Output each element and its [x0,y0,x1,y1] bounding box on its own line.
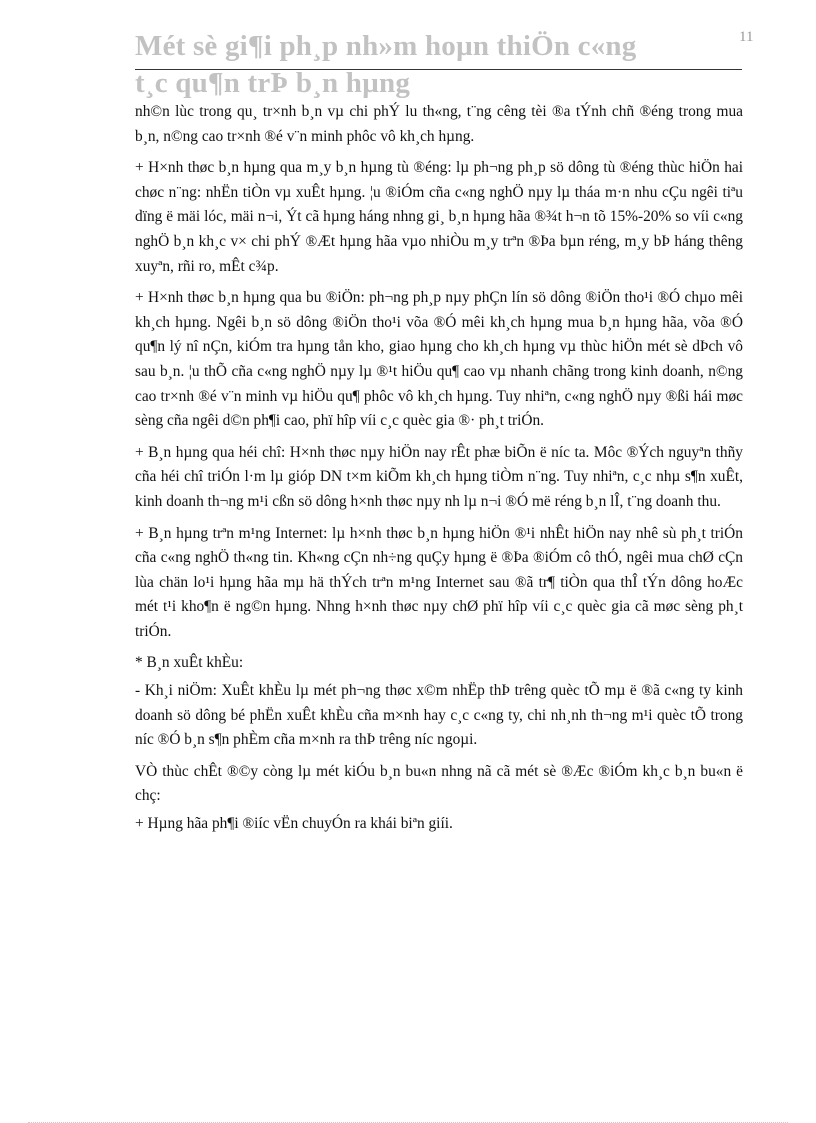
header-divider [135,69,742,70]
paragraph-internet-sales: + B¸n hµng trªn m¹ng Internet: lµ h×nh thøc b¸n hµng hiÖn ®¹i nhÊt hiÖn nay nhê sù ph¸t triÓn cña c«ng nghÖ th«ng tin. Kh«ng cÇn nh÷ng quÇy hµng ë ®Þa ®iÓm cô thÓ, ngêi mua chØ cÇn lùa chän lo¹i hµng hãa mµ hä thÝch trªn m¹ng Internet sau ®ã tr¶ tiÒn qua thÎ tÝn dông hoÆc mét t¹i kho¶n ë ng©n hµng. Nhng h×nh thøc nµy chØ phï hîp víi c¸c quèc gia cã møc sèng ph¸t triÓn. [135,524,743,640]
page-number: 11 [739,29,754,45]
header-title-line-2: t¸c qu¶n trÞ b¸n hµng [135,67,411,99]
body-text [135,100,743,844]
header-title-line-1: Mét sè gi¶i ph¸p nh»m hoµn thiÖn c«ng [135,30,637,62]
paragraph-export-definition: - Kh¸i niÖm: XuÊt khÈu lµ mét ph¬ng thøc x©m nhËp thÞ trêng quèc tÕ mµ ë ®ã c«ng ty kinh doanh sö dông bé phËn xuÊt khÈu cña m×nh hay c¸c c«ng ty, chi nh¸nh th¬ng m¹i quèc tÕ trong níc ®Ó b¸n s¶n phÈm cña m×nh ra thÞ trêng níc ngoµi. [135,682,743,749]
paragraph-continuation: nh©n lùc trong qu¸ tr×nh b¸n vµ chi phÝ lu th«ng, t¨ng cêng tèi ®a tÝnh chñ ®éng trong mua b¸n, n©ng cao tr×nh ®é v¨n minh phôc vô kh¸ch hµng. [135,103,743,145]
paragraph-export-point-1: + Hµng hãa ph¶i ®iíc vËn chuyÓn ra khái biªn giíi. [135,815,453,833]
running-header-title [135,28,705,102]
paragraph-export-heading: * B¸n xuÊt khÈu: [135,654,244,672]
paragraph-postal-phone-sales: + H×nh thøc b¸n hµng qua bu ®iÖn: ph¬ng ph¸p nµy phÇn lín sö dông ®iÖn tho¹i ®Ó chµo mêi kh¸ch hµng. Ngêi b¸n sö dông ®iÖn tho¹i võa ®Ó mêi kh¸ch hµng mua b¸n hµng hãa, võa ®Ó qu¶n lý nî nÇn, kiÓm tra hµng tån kho, giao hµng cho kh¸ch hµng vµ thùc hiÖn mét sè dÞch vô sau b¸n. ¦u thÕ cña c«ng nghÖ nµy lµ ®¹t hiÖu qu¶ cao vµ nhanh chãng trong kinh doanh, n©ng cao tr×nh ®é v¨n minh vµ hiÖu qu¶ phôc vô kh¸ch hµng. Tuy nhiªn, c«ng nghÖ nµy ®ßi hái møc sèng cña ngêi d©n ph¶i cao, phï hîp víi c¸c quèc gia ®· ph¸t triÓn. [135,289,743,430]
paragraph-export-characteristics: VÒ thùc chÊt ®©y còng lµ mét kiÓu b¸n bu«n nhng nã cã mét sè ®Æc ®iÓm kh¸c b¸n bu«n ë chç: [135,762,743,805]
paragraph-vending-machine-sales: + H×nh thøc b¸n hµng qua m¸y b¸n hµng tù ®éng: lµ ph¬ng ph¸p sö dông tù ®éng thùc hiÖn hai chøc n¨ng: nhËn tiÒn vµ xuÊt hµng. ¦u ®iÓm cña c«ng nghÖ nµy lµ tháa m·n nhu cÇu ngêi tiªu dïng ë mäi lóc, mäi n¬i, Ýt cã hµng háng nhng gi¸ b¸n hµng hãa ®¾t h¬n tõ 15%-20% so víi c«ng nghÖ b¸n kh¸c v× chi phÝ ®Æt hµng hãa vµo nhiÒu m¸y trªn ®Þa bµn réng, m¸y bÞ háng thêng xuyªn, rñi ro, mÊt c¾p. [135,159,743,275]
paragraph-trade-fair-sales: + B¸n hµng qua héi chî: H×nh thøc nµy hiÖn nay rÊt phæ biÕn ë níc ta. Môc ®Ých nguyªn thñy cña héi chî triÓn l·m lµ gióp DN t×m kiÕm kh¸ch hµng tiÒm n¨ng. Tuy nhiªn, c¸c nhµ s¶n xuÊt, kinh doanh th¬ng m¹i cßn sö dông h×nh thøc nµy nh lµ n¬i ®Ó më réng b¸n lÎ, t¨ng doanh thu. [135,443,743,510]
